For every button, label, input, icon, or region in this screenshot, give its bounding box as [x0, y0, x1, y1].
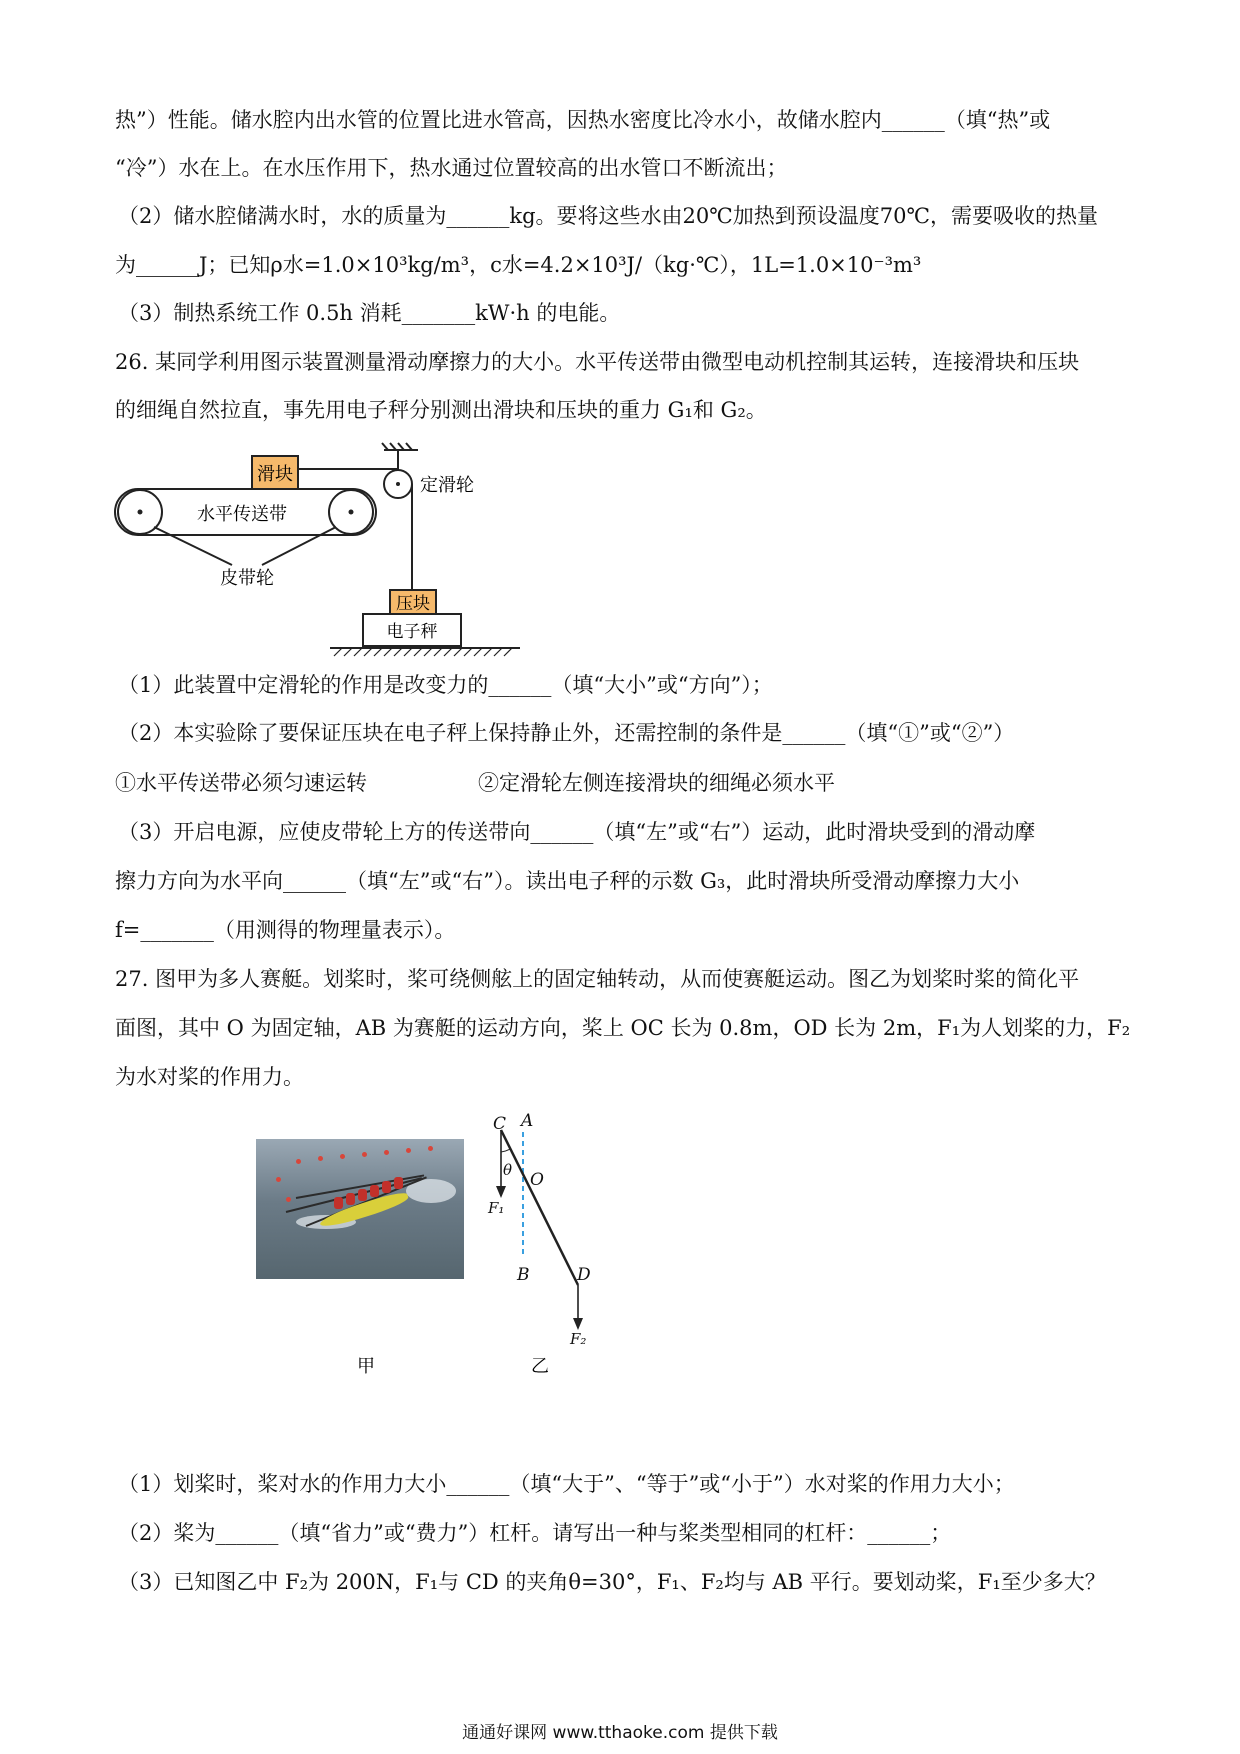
force-F2-label: F₂ — [570, 1330, 587, 1348]
rowing-boat-photo — [256, 1139, 464, 1279]
belt-label: 水平传送带 — [197, 504, 287, 525]
question-27-stem: 为水对桨的作用力。 — [115, 1065, 304, 1089]
question-26-part-3: （3）开启电源，应使皮带轮上方的传送带向______（填“左”或“右”）运动，此时滑块受到的滑动摩 — [118, 820, 1036, 844]
figure-27-oar-diagram — [496, 1130, 583, 1330]
question-26-stem: 的细绳自然拉直，事先用电子秤分别测出滑块和压块的重力 G₁和 G₂。 — [115, 398, 767, 422]
question-26-option-2: ②定滑轮左侧连接滑块的细绳必须水平 — [478, 771, 835, 795]
press-block-label: 压块 — [396, 594, 430, 614]
pulley-label: 定滑轮 — [420, 475, 474, 496]
point-C-label: C — [493, 1114, 507, 1134]
slider-label: 滑块 — [257, 464, 293, 485]
caption-jia: 甲 — [357, 1356, 375, 1377]
question-27-stem: 27. 图甲为多人赛艇。划桨时，桨可绕侧舷上的固定轴转动，从而使赛艇运动。图乙为划桨时桨的简化平 — [115, 967, 1080, 991]
question-27-part-2: （2）桨为______（填“省力”或“费力”）杠杆。请写出一种与桨类型相同的杠杆：______； — [118, 1521, 952, 1545]
question-26-stem: 26. 某同学利用图示装置测量滑动摩擦力的大小。水平传送带由微型电动机控制其运转，连接滑块和压块 — [115, 350, 1080, 374]
text-line: （3）制热系统工作 0.5h 消耗_______kW·h 的电能。 — [118, 301, 621, 325]
question-26-part-1: （1）此装置中定滑轮的作用是改变力的______（填“大小”或“方向”）； — [118, 673, 773, 697]
question-26-part-3: f=_______（用测得的物理量表示）。 — [115, 918, 456, 942]
page-footer: 通通好课网 www.tthaoke.com 提供下载 — [462, 1723, 778, 1743]
text-line: 热”）性能。储水腔内出水管的位置比进水管高，因热水密度比冷水小，故储水腔内______（填“热”或 — [115, 108, 1051, 132]
wheel-label: 皮带轮 — [220, 568, 274, 589]
question-26-option-1: ①水平传送带必须匀速运转 — [115, 771, 367, 795]
point-A-label: A — [521, 1111, 534, 1131]
theta-label: θ — [503, 1161, 513, 1179]
scale-label: 电子秤 — [386, 622, 438, 642]
point-O-label: O — [530, 1170, 544, 1190]
question-27-stem: 面图，其中 O 为固定轴，AB 为赛艇的运动方向，桨上 OC 长为 0.8m，OD 长为 2m，F₁为人划桨的力，F₂ — [115, 1016, 1131, 1040]
text-line: （2）储水腔储满水时，水的质量为______kg。要将这些水由20℃加热到预设温度70℃，需要吸收的热量 — [118, 204, 1098, 228]
question-26-part-3: 擦力方向为水平向______（填“左”或“右”）。读出电子秤的示数 G₃，此时滑块所受滑动摩擦力大小 — [115, 869, 1020, 893]
text-line: “冷”）水在上。在水压作用下，热水通过位置较高的出水管口不断流出； — [115, 156, 788, 180]
point-D-label: D — [577, 1265, 591, 1285]
question-27-part-3: （3）已知图乙中 F₂为 200N，F₁与 CD 的夹角θ=30°，F₁、F₂均与 AB 平行。要划动桨，F₁至少多大？ — [118, 1570, 1106, 1594]
question-27-part-1: （1）划桨时，桨对水的作用力大小______（填“大于”、“等于”或“小于”）水对桨的作用力大小； — [118, 1472, 1015, 1496]
text-line: 为______J；已知ρ水=1.0×10³kg/m³，c水=4.2×10³J/（kg·℃），1L=1.0×10⁻³m³ — [115, 253, 922, 277]
point-B-label: B — [517, 1265, 530, 1285]
question-26-part-2: （2）本实验除了要保证压块在电子秤上保持静止外，还需控制的条件是______（填“①”或“②”） — [118, 721, 1015, 745]
force-F1-label: F₁ — [488, 1199, 505, 1217]
caption-yi: 乙 — [531, 1356, 549, 1377]
